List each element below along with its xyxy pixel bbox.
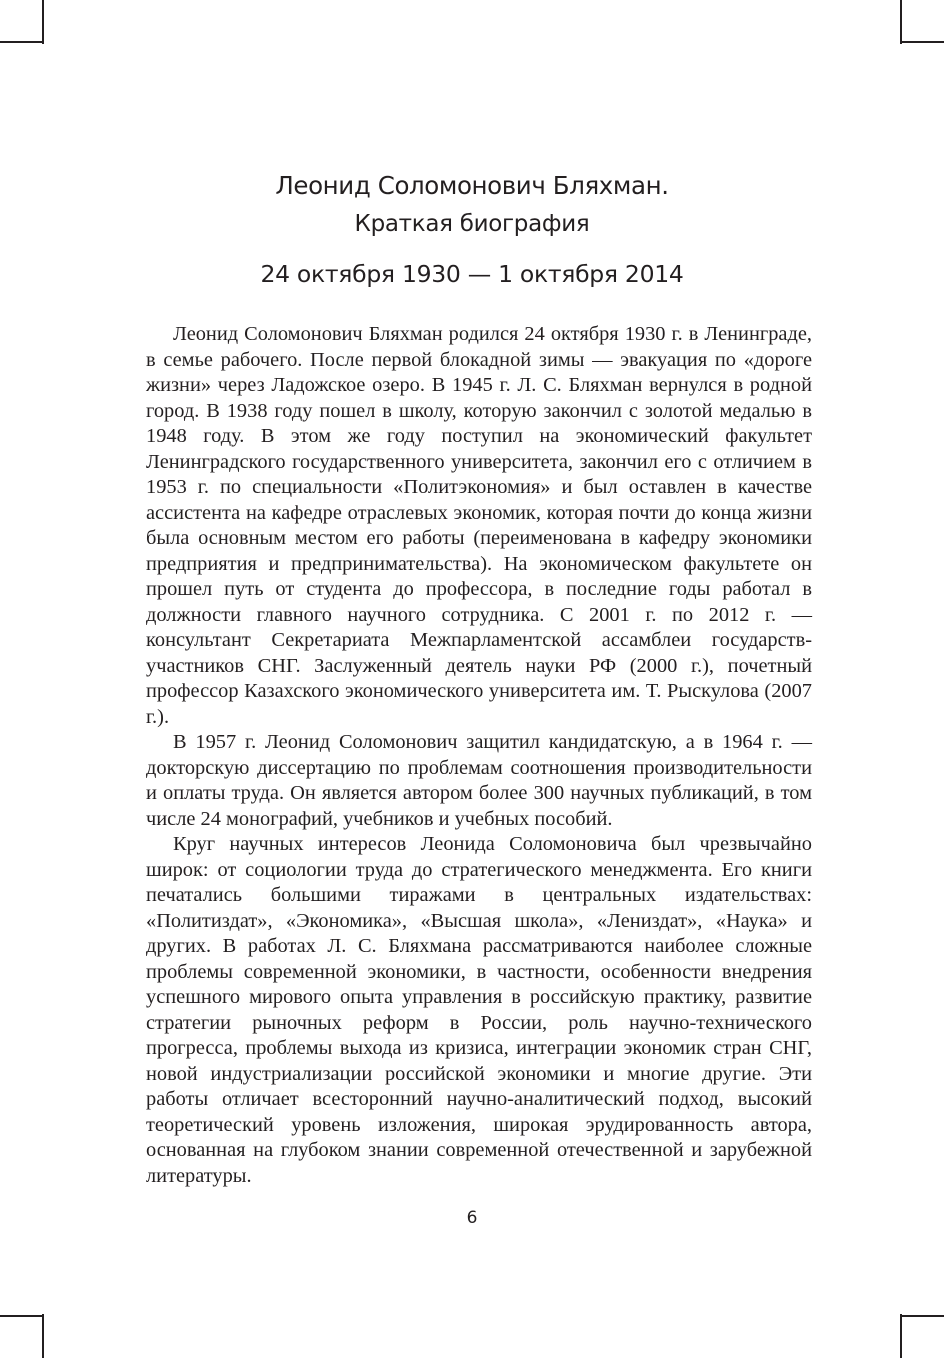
paragraph-1: Леонид Соломонович Бляхман родился 24 октября 1930 г. в Ленинграде, в семье рабочего. После первой блокадной зимы — эвакуация по «дороге жизни» через Ладожское озеро. В 1945 г. Л. С. Бляхман вернулся в родной город. В 1938 году пошел в школу, которую закончил с золотой медалью в 1948 году. В этом же году поступил на экономический факультет Ленинградского государственного университета, закончил его с отличием в 1953 г. по специальности «Политэкономия» и был оставлен в качестве ассистента на кафедре отраслевых экономик, которая почти до конца жизни была основным местом его работы (переименована в кафедру экономики предприятия и предпринимательства). На экономическом факультете он прошел путь от студента до профессора, в последние годы работал в должности главного научного сотрудника. С 2001 г. по 2012 г. — консультант Секретариата Межпарламентской ассамблеи государств-участников СНГ. Заслуженный деятель науки РФ (2000 г.), почетный профессор Казахского экономического университета им. Т. Рыскулова (2007 г.). <box>146 323 812 728</box>
page-number: 6 <box>466 1208 478 1228</box>
paragraph-3: Круг научных интересов Леонида Соломоновича был чрезвычайно широк: от социологии труда до стратегического менеджмента. Его книги печатались большими тиражами в центральных издательствах: «Политиздат», «Экономика», «Высшая школа», «Лениздат», «Наука» и других. В работах Л. С. Бляхмана рассматриваются наиболее сложные проблемы современной экономики, в частности, особенности внедрения успешного мирового опыта управления в российскую практику, развитие стратегии рыночных реформ в России, роль научно-технического прогресса, проблемы выхода из кризиса, интеграции экономик стран СНГ, новой индустриализации российской экономики и многие другие. Эти работы отличает всесторонний научно-аналитический подход, высокий теоретический уровень изложения, широкая эрудированность автора, основанная на глубоком знании современной отечественной и зарубежной литературы. <box>146 833 812 1187</box>
paragraph-2: В 1957 г. Леонид Соломонович защитил кандидатскую, а в 1964 г. — докторскую диссертацию по проблемам соотношения производительности и оплаты труда. Он является автором более 300 научных публикаций, в том числе 24 монографий, учебников и учебных пособий. <box>146 731 812 830</box>
crop-mark-bottom-right-horizontal <box>900 1315 944 1317</box>
crop-mark-top-left-vertical <box>42 0 44 44</box>
crop-mark-top-right-horizontal <box>900 41 944 43</box>
biography-text <box>146 322 812 1189</box>
crop-mark-bottom-right-vertical <box>900 1314 902 1358</box>
crop-mark-bottom-left-vertical <box>42 1314 44 1358</box>
crop-mark-top-right-vertical <box>900 0 902 44</box>
page-title: Леонид Соломонович Бляхман. <box>275 171 669 200</box>
life-dates: 24 октября 1930 — 1 октября 2014 <box>260 260 684 288</box>
crop-mark-top-left-horizontal <box>0 41 44 43</box>
page-subtitle: Краткая биография <box>354 211 590 237</box>
crop-mark-bottom-left-horizontal <box>0 1315 44 1317</box>
